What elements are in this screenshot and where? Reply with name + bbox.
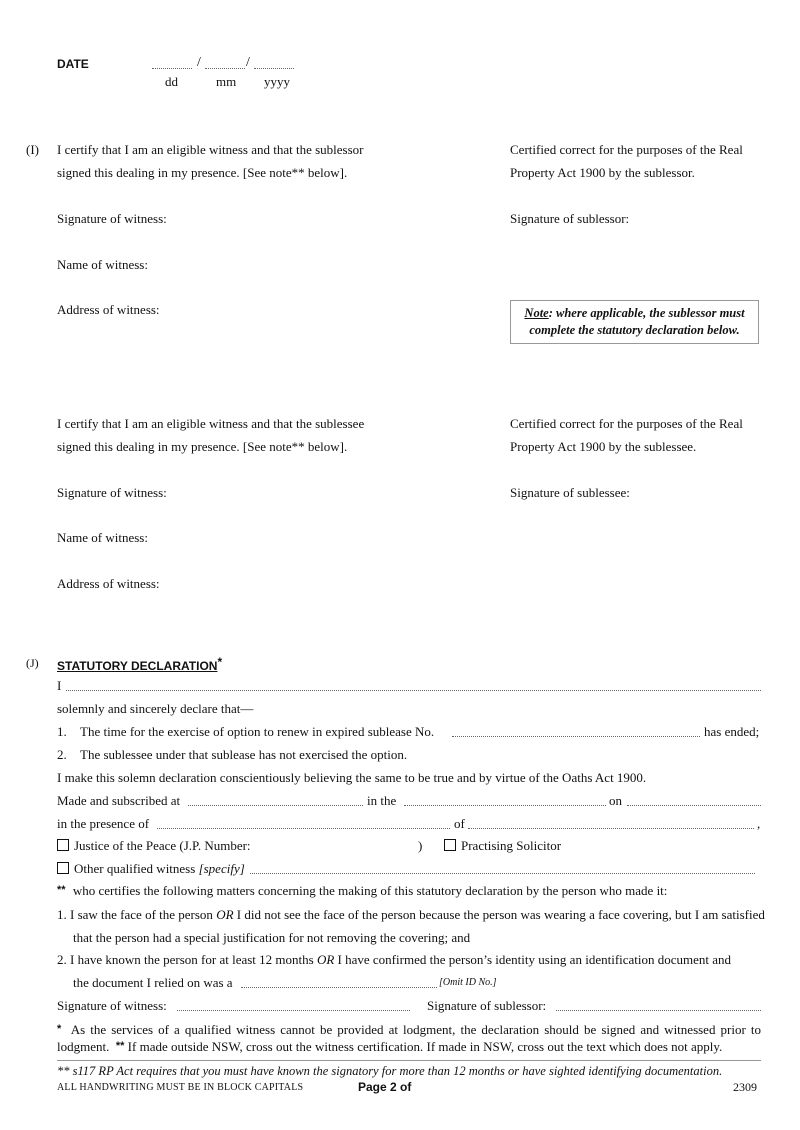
date-mm-caption: mm <box>216 74 237 89</box>
item1-text: The time for the exercise of option to renew in expired sublease No. <box>80 724 435 739</box>
certify-item2-or: OR <box>316 952 335 967</box>
sublessee-witness-cert-line1: I certify that I am an eligible witness and that the sublessee <box>57 416 365 431</box>
sublessor-certified-line2: Property Act 1900 by the sublessor. <box>510 165 695 180</box>
jp-option[interactable] <box>57 838 251 854</box>
page-number: Page 2 of <box>358 1080 412 1094</box>
certifies-double-asterisk: ** <box>57 884 66 896</box>
sublessor-certified-line1: Certified correct for the purposes of the Real <box>510 142 743 157</box>
certifies-text: who certifies the following matters concerning the making of this statutory declaration by the person who made it: <box>72 883 668 898</box>
date-label: DATE <box>57 57 89 71</box>
date-separator-1: / <box>197 55 201 70</box>
statutory-declaration-title: STATUTORY DECLARATION <box>57 659 218 673</box>
footnote-asterisk: * <box>57 1023 62 1035</box>
sublessor-witness-address-label: Address of witness: <box>57 302 160 317</box>
section-i-marker: (I) <box>26 142 39 157</box>
sublessor-witness-cert-line2: signed this dealing in my presence. [See note** below]. <box>57 165 348 180</box>
jp-checkbox[interactable] <box>57 839 69 851</box>
presence-of-field[interactable] <box>157 828 450 829</box>
section-j-marker: (J) <box>26 656 39 670</box>
specify-text: [specify] <box>198 861 245 876</box>
comma-text: , <box>757 816 761 831</box>
certify-item2-line1 <box>57 952 731 968</box>
statutory-declaration-heading <box>57 655 222 674</box>
made-at-label: Made and subscribed at <box>57 793 181 808</box>
made-at-place-field[interactable] <box>188 805 363 806</box>
sublessee-witness-name-label: Name of witness: <box>57 530 148 545</box>
solicitor-option[interactable] <box>444 838 561 854</box>
date-day-field[interactable] <box>152 68 192 69</box>
sublease-number-field[interactable] <box>452 736 700 737</box>
footer-rule <box>57 1060 761 1061</box>
certify-item2-text-b: I have confirmed the person’s identity using an identification document and <box>337 952 732 967</box>
footnote-text-b: If made outside NSW, cross out the witness certification. If made in NSW, cross out the text which does not apply. <box>127 1039 723 1054</box>
form-number: 2309 <box>733 1080 757 1094</box>
footnote-double-asterisk: ** <box>115 1040 125 1052</box>
note-text-line1: : where applicable, the sublessor must <box>548 306 745 320</box>
heading-asterisk: * <box>217 655 223 669</box>
other-witness-field[interactable] <box>250 873 755 874</box>
certify-item1-line1 <box>57 907 765 923</box>
other-witness-checkbox[interactable] <box>57 862 69 874</box>
in-the-label: in the <box>367 793 397 808</box>
date-yyyy-caption: yyyy <box>264 74 290 89</box>
sublessor-signature-label: Signature of sublessor: <box>510 211 630 226</box>
certify-item2-number: 2. <box>57 952 67 967</box>
sublessor-witness-signature-label: Signature of witness: <box>57 211 167 226</box>
date-dd-caption: dd <box>165 74 178 89</box>
certifies-line <box>57 883 667 899</box>
certify-item1-number: 1. <box>57 907 67 922</box>
solemnly-declare-text: solemnly and sincerely declare that— <box>57 701 254 716</box>
date-separator-2: / <box>246 55 250 70</box>
declaration-witness-signature-label: Signature of witness: <box>57 998 167 1013</box>
sublessee-witness-address-label: Address of witness: <box>57 576 160 591</box>
of-label: of <box>454 816 465 831</box>
in-presence-label: in the presence of <box>57 816 150 831</box>
date-month-field[interactable] <box>205 68 245 69</box>
item2-text: The sublessee under that sublease has not exercised the option. <box>80 747 408 762</box>
item2-number: 2. <box>57 747 67 762</box>
note-label: Note <box>524 306 549 320</box>
declaration-witness-signature-field[interactable] <box>177 1010 410 1011</box>
sublessee-certified-line2: Property Act 1900 by the sublessee. <box>510 439 697 454</box>
declarant-name-field[interactable] <box>66 690 761 691</box>
certify-item1-line2: that the person had a special justification for not removing the covering; and <box>73 930 471 945</box>
certify-item2-line2: the document I relied on was a <box>73 975 233 990</box>
item1-end-text: has ended; <box>704 724 760 739</box>
other-witness-option[interactable] <box>57 861 245 877</box>
jp-label: Justice of the Peace (J.P. Number: <box>74 838 251 853</box>
certify-item2-text-a: I have known the person for at least 12 months <box>70 952 314 967</box>
certify-item1-or: OR <box>216 907 234 922</box>
other-witness-label: Other qualified witness <box>74 861 196 876</box>
block-capitals-notice: ALL HANDWRITING MUST BE IN BLOCK CAPITALS <box>57 1082 304 1093</box>
certify-item1-text-b: I did not see the face of the person because the person was wearing a face covering, but I am satisfied <box>236 907 765 922</box>
solicitor-label: Practising Solicitor <box>461 838 562 853</box>
certify-item1-text-a: I saw the face of the person <box>70 907 213 922</box>
solemn-declaration-text: I make this solemn declaration conscientiously believing the same to be true and by virtue of the Oaths Act 1900. <box>57 770 647 785</box>
of-address-field[interactable] <box>468 828 754 829</box>
note-text-line2: complete the statutory declaration below. <box>529 323 740 337</box>
declaration-sublessor-signature-field[interactable] <box>556 1010 761 1011</box>
on-label: on <box>609 793 622 808</box>
solicitor-checkbox[interactable] <box>444 839 456 851</box>
on-date-field[interactable] <box>627 805 761 806</box>
jp-close-paren: ) <box>418 838 423 853</box>
footnote-text-a: As the services of a qualified witness cannot be provided at lodgment, the declaration should be signed and witnessed prior to lodgment. <box>57 1022 761 1054</box>
date-year-field[interactable] <box>254 68 294 69</box>
sublessor-witness-cert-line1: I certify that I am an eligible witness and that the sublessor <box>57 142 364 157</box>
sublessee-witness-cert-line2: signed this dealing in my presence. [See note** below]. <box>57 439 348 454</box>
declarant-i-label: I <box>57 678 62 693</box>
id-document-field[interactable] <box>241 987 437 988</box>
sublessee-witness-signature-label: Signature of witness: <box>57 485 167 500</box>
sublessor-witness-name-label: Name of witness: <box>57 257 148 272</box>
sublessee-signature-label: Signature of sublessee: <box>510 485 630 500</box>
item1-number: 1. <box>57 724 67 739</box>
sublessee-certified-line1: Certified correct for the purposes of the Real <box>510 416 743 431</box>
s117-note: ** s117 RP Act requires that you must have known the signatory for more than 12 months or have sighted identifying documentation. <box>57 1064 723 1078</box>
omit-id-note: [Omit ID No.] <box>439 977 497 988</box>
in-the-field[interactable] <box>404 805 606 806</box>
footnote-paragraph <box>57 1021 761 1055</box>
note-box <box>510 300 759 344</box>
declaration-sublessor-signature-label: Signature of sublessor: <box>427 998 547 1013</box>
